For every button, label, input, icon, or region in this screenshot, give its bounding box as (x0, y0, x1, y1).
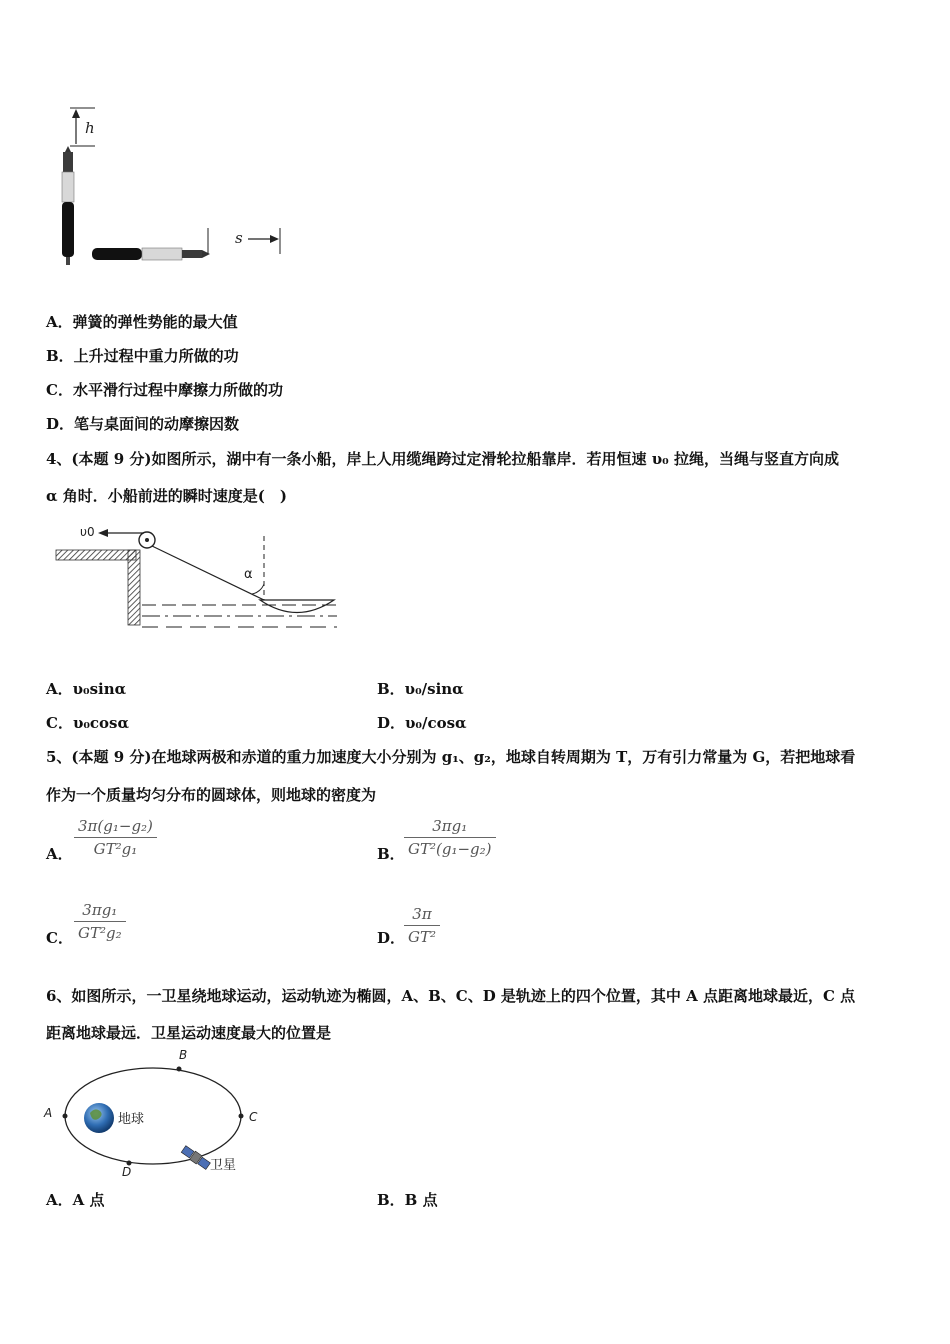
fraction-denominator: GT²g₁ (93, 840, 138, 858)
q5-stem-line1: 5、(本题 9 分)在地球两极和赤道的重力加速度大小分别为 g₁、g₂，地球自转周期为 T，万有引力常量为 G，若把地球看 (46, 748, 856, 766)
q4-option-d: D．υ₀/cosα (377, 714, 467, 732)
satellite-icon (181, 1145, 211, 1170)
fraction-numerator: 3πg₁ (432, 817, 468, 835)
q5-stem-line2: 作为一个质量均匀分布的圆球体，则地球的密度为 (46, 786, 377, 804)
q5-option-a-label: A． (46, 845, 73, 863)
point-b-label: B (179, 1048, 188, 1062)
q5-option-a-fraction (74, 817, 157, 858)
q4-stem-line1: 4、(本题 9 分)如图所示，湖中有一条小船，岸上人用缆绳跨过定滑轮拉船靠岸．若用恒速 υ₀ 拉绳，当绳与竖直方向成 (46, 450, 839, 468)
q6-stem-line1: 6、如图所示，一卫星绕地球运动，运动轨迹为椭圆，A、B、C、D 是轨迹上的四个位置，其中 A 点距离地球最近，C 点 (46, 987, 856, 1005)
point-d-label: D (122, 1165, 132, 1179)
q5-option-c-label: C． (46, 929, 73, 947)
q5-option-b-label: B． (377, 845, 405, 863)
fraction-denominator: GT²(g₁−g₂) (408, 840, 492, 858)
fraction-denominator: GT²g₂ (78, 924, 122, 942)
q6-option-a: A．A 点 (46, 1191, 105, 1209)
q6-stem-line2: 距离地球最远．卫星运动速度最大的位置是 (46, 1024, 332, 1042)
fraction-denominator: GT² (408, 928, 437, 946)
v0-label: υ0 (80, 525, 95, 539)
q3-option-a: A．弹簧的弹性势能的最大值 (46, 313, 238, 331)
h-label: h (85, 119, 95, 137)
q5-option-b-fraction (404, 817, 496, 858)
fraction-numerator: 3π(g₁−g₂) (78, 817, 153, 835)
earth-label: 地球 (118, 1112, 145, 1127)
s-label: s (235, 229, 243, 247)
orbit-figure (40, 1045, 270, 1180)
pen-figure (50, 100, 290, 270)
q4-option-b: B．υ₀/sinα (377, 680, 464, 698)
q4-option-c: C．υ₀cosα (46, 714, 130, 732)
q3-option-b: B．上升过程中重力所做的功 (46, 347, 239, 365)
q5-option-d-fraction (404, 905, 440, 946)
q3-option-c: C．水平滑行过程中摩擦力所做的功 (46, 381, 283, 399)
point-c-label: C (249, 1110, 258, 1124)
fraction-numerator: 3πg₁ (82, 901, 118, 919)
q6-option-b: B．B 点 (377, 1191, 438, 1209)
q4-stem-line2: α 角时．小船前进的瞬时速度是( ) (46, 487, 287, 505)
q5-option-c-fraction (74, 901, 126, 942)
q3-option-d: D．笔与桌面间的动摩擦因数 (46, 415, 240, 433)
boat-figure (52, 520, 342, 635)
q5-option-d-label: D． (377, 929, 406, 947)
q4-option-a: A．υ₀sinα (46, 680, 127, 698)
alpha-label: α (244, 567, 253, 582)
satellite-label: 卫星 (210, 1158, 237, 1173)
fraction-numerator: 3π (412, 905, 432, 923)
point-a-label: A (44, 1106, 53, 1120)
